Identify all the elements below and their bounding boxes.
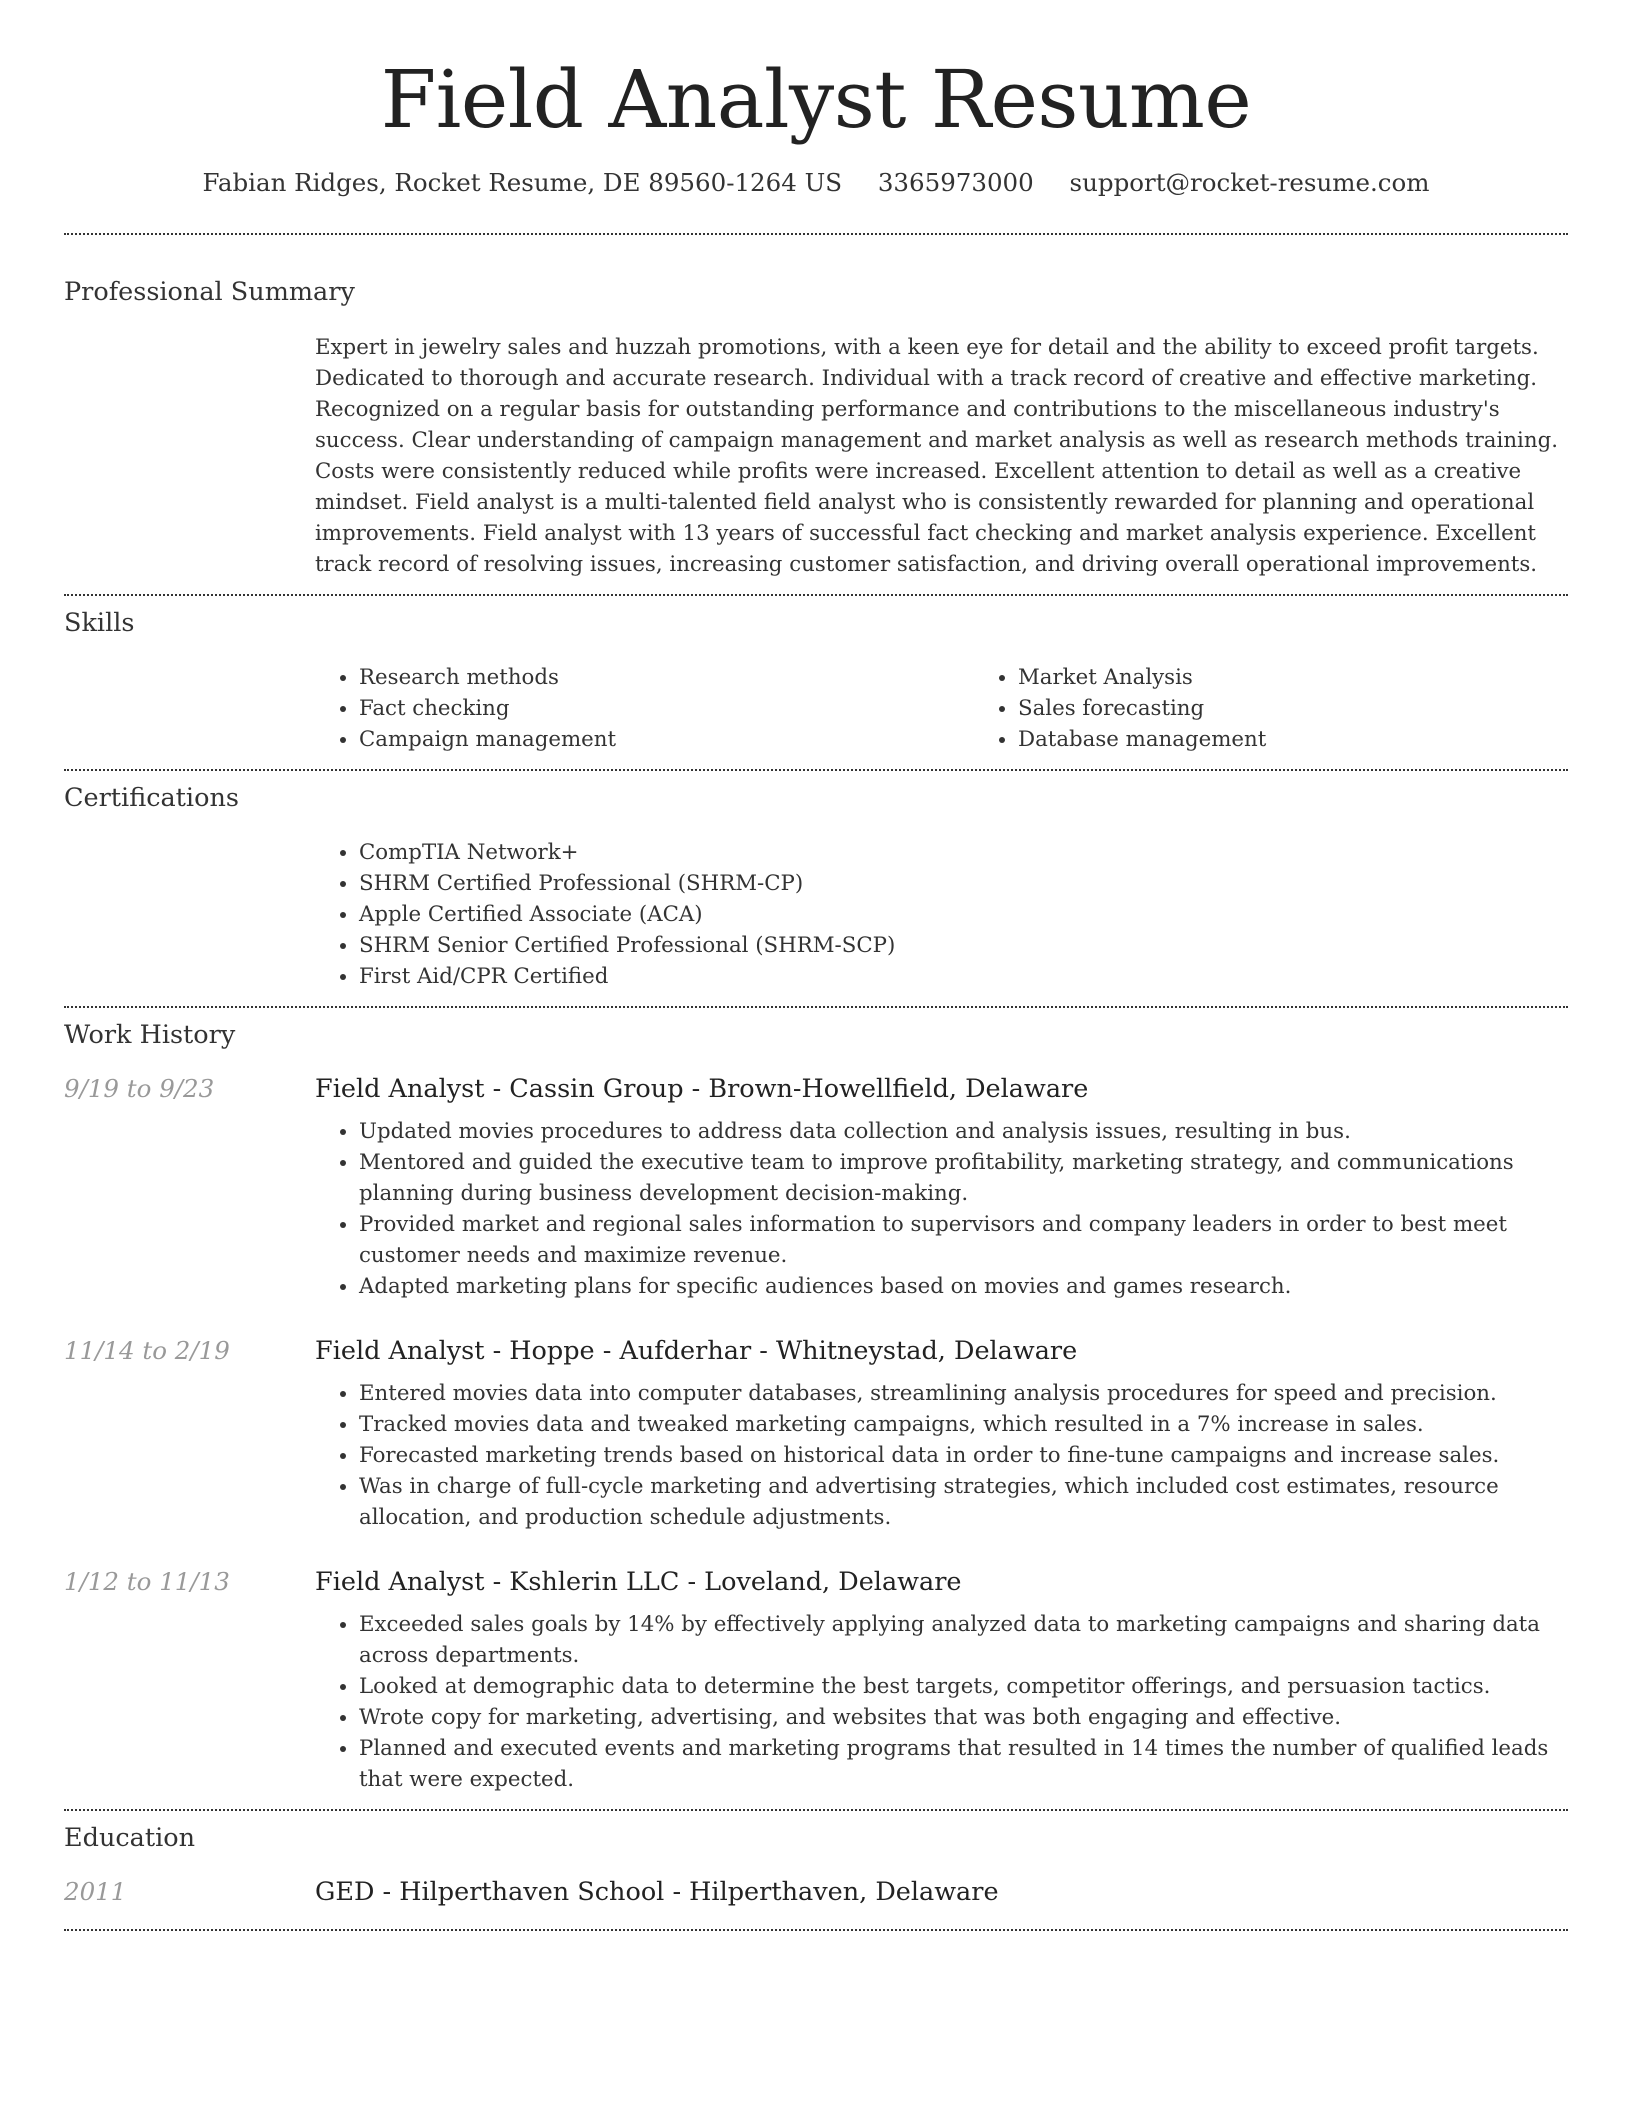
list-item: • Apple Certified Associate (ACA) [359, 899, 1568, 930]
list-item: • Database management [1018, 724, 1632, 755]
contact-line [64, 168, 1568, 197]
page-title: Field Analyst Resume [380, 53, 1252, 146]
certifications-section [64, 783, 1568, 992]
list-item: • Market Analysis [1018, 662, 1632, 693]
divider [64, 1006, 1568, 1008]
summary-section [64, 277, 1568, 580]
certifications-list [315, 837, 1568, 992]
job-dates: 11/14 to 2/19 [64, 1336, 230, 1365]
skills-section [64, 608, 1568, 755]
list-item: • Updated movies procedures to address data collection and analysis issues, resulting in bus. [359, 1116, 1568, 1147]
job-bullets [315, 1116, 1568, 1302]
skills-columns [315, 662, 1632, 755]
job-title: Field Analyst - Cassin Group - Brown-Howellfield, Delaware [315, 1074, 1089, 1104]
list-item: • Tracked movies data and tweaked marketing campaigns, which resulted in a 7% increase in sales. [359, 1409, 1568, 1440]
list-item: • Campaign management [359, 724, 974, 755]
skills-list-right [974, 662, 1632, 755]
skills-heading: Skills [64, 608, 135, 638]
divider [64, 594, 1568, 596]
education-degree: GED - Hilperthaven School - Hilperthaven, Delaware [315, 1877, 999, 1907]
job-dates: 1/12 to 11/13 [64, 1567, 230, 1596]
summary-text: Expert in jewelry sales and huzzah promotions, with a keen eye for detail and the ability to exceed profit targets. Dedicated to thorough and accurate research. Individual with a track record of creative and effective marketing. Recognized on a regular basis for outstanding performance and contributions to the miscellaneous industry's success. Clear understanding of campaign management and market analysis as well as research methods training. Costs were consistently reduced while profits were increased. Excellent attention to detail as well as a creative mindset. Field analyst is a multi-talented field analyst who is consistently rewarded for planning and operational improvements. Field analyst with 13 years of successful fact checking and market analysis experience. Excellent track record of resolving issues, increasing customer satisfaction, and driving overall operational improvements. [315, 335, 1558, 577]
education-heading: Education [64, 1823, 196, 1853]
job-entry [64, 1567, 1568, 1795]
summary-heading: Professional Summary [64, 277, 355, 307]
job-title: Field Analyst - Hoppe - Aufderhar - Whitneystad, Delaware [315, 1336, 1078, 1366]
list-item: • Forecasted marketing trends based on historical data in order to fine-tune campaigns and increase sales. [359, 1440, 1568, 1471]
list-item: • CompTIA Network+ [359, 837, 1568, 868]
work-heading: Work History [64, 1020, 236, 1050]
list-item: • Was in charge of full-cycle marketing and advertising strategies, which included cost estimates, resource allocation, and production schedule adjustments. [359, 1471, 1568, 1533]
education-section [64, 1823, 1568, 1907]
job-dates: 9/19 to 9/23 [64, 1074, 215, 1103]
job-title: Field Analyst - Kshlerin LLC - Loveland, Delaware [315, 1567, 962, 1597]
divider [64, 769, 1568, 771]
list-item: • SHRM Certified Professional (SHRM-CP) [359, 868, 1568, 899]
list-item: • SHRM Senior Certified Professional (SHRM-SCP) [359, 930, 1568, 961]
list-item: • Planned and executed events and marketing programs that resulted in 14 times the number of qualified leads that were expected. [359, 1733, 1568, 1795]
certifications-heading: Certifications [64, 783, 239, 813]
list-item: • Fact checking [359, 693, 974, 724]
list-item: • Wrote copy for marketing, advertising, and websites that was both engaging and effective. [359, 1702, 1568, 1733]
job-bullets [315, 1609, 1568, 1795]
contact-address: Fabian Ridges, Rocket Resume, DE 89560-1264 US [202, 168, 843, 197]
contact-email: support@rocket-resume.com [1069, 168, 1430, 197]
job-entry [64, 1074, 1568, 1302]
list-item: • Provided market and regional sales information to supervisors and company leaders in order to best meet customer needs and maximize revenue. [359, 1209, 1568, 1271]
list-item: • Entered movies data into computer databases, streamlining analysis procedures for speed and precision. [359, 1378, 1568, 1409]
list-item: • Adapted marketing plans for specific audiences based on movies and games research. [359, 1271, 1568, 1302]
contact-phone: 3365973000 [877, 168, 1034, 197]
skills-list-left [315, 662, 974, 755]
list-item: • Sales forecasting [1018, 693, 1632, 724]
work-section [64, 1020, 1568, 1795]
job-bullets [315, 1378, 1568, 1533]
list-item: • Looked at demographic data to determine the best targets, competitor offerings, and persuasion tactics. [359, 1671, 1568, 1702]
divider [64, 1929, 1568, 1931]
job-entry [64, 1336, 1568, 1533]
list-item: • Research methods [359, 662, 974, 693]
divider [64, 1809, 1568, 1811]
divider [64, 233, 1568, 235]
education-year: 2011 [64, 1877, 127, 1906]
list-item: • Exceeded sales goals by 14% by effectively applying analyzed data to marketing campaigns and sharing data across departments. [359, 1609, 1568, 1671]
list-item: • Mentored and guided the executive team to improve profitability, marketing strategy, and communications planning during business development decision-making. [359, 1147, 1568, 1209]
list-item: • First Aid/CPR Certified [359, 961, 1568, 992]
